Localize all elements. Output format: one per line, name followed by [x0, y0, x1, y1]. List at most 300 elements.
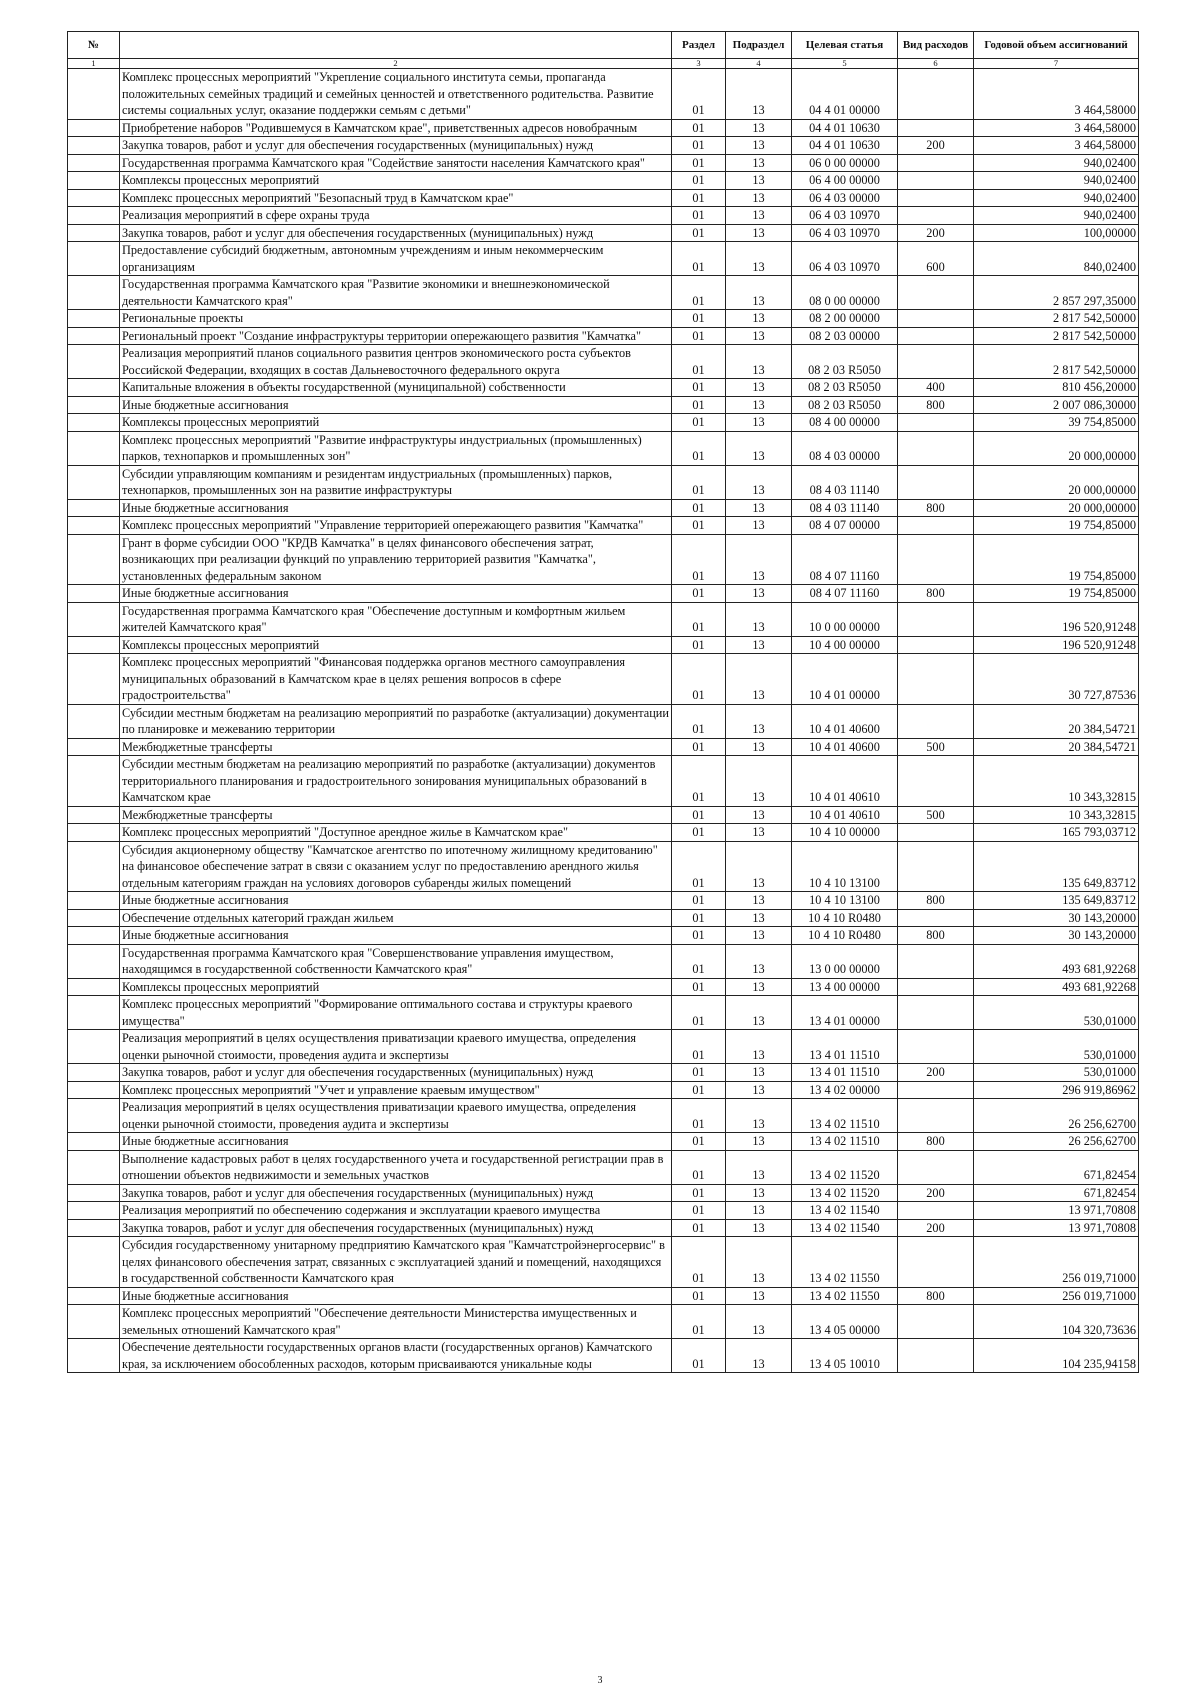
cell-amount: 671,82454	[974, 1150, 1139, 1184]
cell-name: Обеспечение деятельности государственных органов власти (государственных органов) Камчатского края, за исключением обособленных расходов, которым присваиваются уникальные коды	[120, 1339, 672, 1373]
cell-name: Иные бюджетные ассигнования	[120, 892, 672, 910]
cell-target-article: 10 0 00 00000	[792, 602, 898, 636]
cell-target-article: 13 4 01 11510	[792, 1064, 898, 1082]
cell-name: Субсидия акционерному обществу "Камчатское агентство по ипотечному жилищному кредитованию" на финансовое обеспечение затрат в связи с оказанием услуг по предоставлению арендного жилья отдельным категориям граждан на условиях договоров субаренды жилых помещений	[120, 841, 672, 892]
cell-podrazdel: 13	[726, 207, 792, 225]
cell-number	[68, 978, 120, 996]
table-row	[68, 414, 1139, 432]
cell-razdel: 01	[672, 327, 726, 345]
cell-expense-type	[898, 1202, 974, 1220]
cell-expense-type	[898, 1081, 974, 1099]
table-row	[68, 1219, 1139, 1237]
cell-amount: 135 649,83712	[974, 892, 1139, 910]
table-row	[68, 499, 1139, 517]
budget-table	[67, 31, 1139, 1373]
cell-podrazdel: 13	[726, 1202, 792, 1220]
table-row	[68, 276, 1139, 310]
cell-name: Государственная программа Камчатского края "Совершенствование управления имуществом, находящимся в государственной собственности Камчатского края"	[120, 944, 672, 978]
table-row	[68, 1339, 1139, 1373]
cell-podrazdel: 13	[726, 327, 792, 345]
cell-podrazdel: 13	[726, 636, 792, 654]
table-row	[68, 189, 1139, 207]
table-row	[68, 1305, 1139, 1339]
table-row	[68, 172, 1139, 190]
cell-name: Закупка товаров, работ и услуг для обеспечения государственных (муниципальных) нужд	[120, 1064, 672, 1082]
cell-name: Комплексы процессных мероприятий	[120, 636, 672, 654]
cell-razdel: 01	[672, 841, 726, 892]
column-number: 6	[898, 59, 974, 69]
cell-target-article: 06 4 00 00000	[792, 172, 898, 190]
cell-target-article: 04 4 01 00000	[792, 69, 898, 120]
cell-razdel: 01	[672, 602, 726, 636]
cell-podrazdel: 13	[726, 1305, 792, 1339]
cell-amount: 26 256,62700	[974, 1133, 1139, 1151]
cell-number	[68, 1287, 120, 1305]
cell-razdel: 01	[672, 1339, 726, 1373]
cell-razdel: 01	[672, 806, 726, 824]
cell-expense-type	[898, 1150, 974, 1184]
cell-number	[68, 1237, 120, 1288]
cell-expense-type	[898, 1237, 974, 1288]
cell-razdel: 01	[672, 69, 726, 120]
column-number: 7	[974, 59, 1139, 69]
cell-podrazdel: 13	[726, 242, 792, 276]
cell-expense-type: 800	[898, 396, 974, 414]
cell-expense-type	[898, 756, 974, 807]
cell-name: Комплекс процессных мероприятий "Формирование оптимального состава и структуры краевого имущества"	[120, 996, 672, 1030]
cell-amount: 30 143,20000	[974, 927, 1139, 945]
cell-number	[68, 1305, 120, 1339]
cell-name: Региональные проекты	[120, 310, 672, 328]
table-row	[68, 585, 1139, 603]
cell-razdel: 01	[672, 224, 726, 242]
cell-number	[68, 465, 120, 499]
cell-number	[68, 396, 120, 414]
cell-expense-type	[898, 172, 974, 190]
cell-amount: 2 007 086,30000	[974, 396, 1139, 414]
cell-target-article: 08 0 00 00000	[792, 276, 898, 310]
cell-razdel: 01	[672, 379, 726, 397]
cell-podrazdel: 13	[726, 345, 792, 379]
cell-number	[68, 154, 120, 172]
cell-name: Приобретение наборов "Родившемуся в Камчатском крае", приветственных адресов новобрачным	[120, 119, 672, 137]
cell-expense-type	[898, 841, 974, 892]
cell-razdel: 01	[672, 414, 726, 432]
cell-expense-type: 800	[898, 585, 974, 603]
cell-razdel: 01	[672, 1305, 726, 1339]
cell-target-article: 06 0 00 00000	[792, 154, 898, 172]
cell-amount: 2 817 542,50000	[974, 310, 1139, 328]
table-row	[68, 465, 1139, 499]
cell-number	[68, 1133, 120, 1151]
cell-razdel: 01	[672, 242, 726, 276]
cell-razdel: 01	[672, 1030, 726, 1064]
table-row	[68, 69, 1139, 120]
cell-expense-type	[898, 534, 974, 585]
cell-target-article: 13 4 02 11510	[792, 1133, 898, 1151]
cell-target-article: 10 4 10 00000	[792, 824, 898, 842]
header-row	[68, 32, 1139, 59]
cell-podrazdel: 13	[726, 909, 792, 927]
cell-name: Иные бюджетные ассигнования	[120, 1133, 672, 1151]
cell-amount: 530,01000	[974, 1064, 1139, 1082]
cell-razdel: 01	[672, 431, 726, 465]
cell-target-article: 08 4 03 11140	[792, 465, 898, 499]
cell-expense-type: 800	[898, 499, 974, 517]
cell-razdel: 01	[672, 738, 726, 756]
cell-number	[68, 69, 120, 120]
cell-target-article: 10 4 10 R0480	[792, 927, 898, 945]
cell-target-article: 06 4 03 10970	[792, 207, 898, 225]
cell-podrazdel: 13	[726, 927, 792, 945]
cell-expense-type	[898, 654, 974, 705]
table-row	[68, 345, 1139, 379]
cell-podrazdel: 13	[726, 1184, 792, 1202]
cell-name: Межбюджетные трансферты	[120, 738, 672, 756]
cell-podrazdel: 13	[726, 1133, 792, 1151]
cell-expense-type	[898, 1305, 974, 1339]
cell-amount: 10 343,32815	[974, 806, 1139, 824]
cell-number	[68, 824, 120, 842]
cell-name: Иные бюджетные ассигнования	[120, 396, 672, 414]
cell-expense-type	[898, 909, 974, 927]
cell-expense-type	[898, 414, 974, 432]
cell-target-article: 13 4 02 11520	[792, 1150, 898, 1184]
cell-target-article: 08 2 03 R5050	[792, 379, 898, 397]
cell-target-article: 13 4 02 11520	[792, 1184, 898, 1202]
cell-podrazdel: 13	[726, 738, 792, 756]
cell-name: Капитальные вложения в объекты государственной (муниципальной) собственности	[120, 379, 672, 397]
cell-expense-type: 200	[898, 1064, 974, 1082]
cell-expense-type	[898, 431, 974, 465]
cell-amount: 19 754,85000	[974, 517, 1139, 535]
cell-name: Комплекс процессных мероприятий "Безопасный труд в Камчатском крае"	[120, 189, 672, 207]
cell-number	[68, 1030, 120, 1064]
cell-razdel: 01	[672, 345, 726, 379]
table-row	[68, 1287, 1139, 1305]
cell-razdel: 01	[672, 1237, 726, 1288]
table-row	[68, 379, 1139, 397]
cell-expense-type	[898, 119, 974, 137]
table-row	[68, 154, 1139, 172]
cell-target-article: 06 4 03 10970	[792, 242, 898, 276]
table-row	[68, 431, 1139, 465]
cell-podrazdel: 13	[726, 172, 792, 190]
cell-target-article: 10 4 01 40600	[792, 738, 898, 756]
cell-podrazdel: 13	[726, 1339, 792, 1373]
cell-amount: 20 000,00000	[974, 431, 1139, 465]
cell-podrazdel: 13	[726, 704, 792, 738]
cell-razdel: 01	[672, 119, 726, 137]
cell-expense-type	[898, 69, 974, 120]
cell-razdel: 01	[672, 1133, 726, 1151]
cell-amount: 165 793,03712	[974, 824, 1139, 842]
cell-podrazdel: 13	[726, 119, 792, 137]
cell-number	[68, 585, 120, 603]
cell-name: Иные бюджетные ассигнования	[120, 1287, 672, 1305]
cell-expense-type: 600	[898, 242, 974, 276]
cell-podrazdel: 13	[726, 396, 792, 414]
cell-number	[68, 996, 120, 1030]
column-number: 4	[726, 59, 792, 69]
cell-razdel: 01	[672, 978, 726, 996]
cell-expense-type: 400	[898, 379, 974, 397]
cell-amount: 2 817 542,50000	[974, 345, 1139, 379]
cell-number	[68, 431, 120, 465]
cell-podrazdel: 13	[726, 379, 792, 397]
table-row	[68, 137, 1139, 155]
cell-name: Реализация мероприятий в целях осуществления приватизации краевого имущества, определения оценки рыночной стоимости, проведения аудита и экспертизы	[120, 1099, 672, 1133]
cell-amount: 39 754,85000	[974, 414, 1139, 432]
cell-number	[68, 909, 120, 927]
cell-target-article: 10 4 01 40610	[792, 756, 898, 807]
cell-number	[68, 310, 120, 328]
cell-podrazdel: 13	[726, 189, 792, 207]
cell-expense-type	[898, 944, 974, 978]
cell-expense-type: 200	[898, 1184, 974, 1202]
table-row	[68, 944, 1139, 978]
cell-name: Субсидии местным бюджетам на реализацию мероприятий по разработке (актуализации) документации по планировке и межеванию территории	[120, 704, 672, 738]
cell-expense-type	[898, 602, 974, 636]
cell-name: Субсидии управляющим компаниям и резидентам индустриальных (промышленных) парков, технопарков, промышленных зон на развитие инфраструктуры	[120, 465, 672, 499]
cell-podrazdel: 13	[726, 756, 792, 807]
cell-podrazdel: 13	[726, 1064, 792, 1082]
cell-target-article: 13 4 02 00000	[792, 1081, 898, 1099]
cell-number	[68, 534, 120, 585]
cell-number	[68, 756, 120, 807]
page-number: 3	[597, 1675, 603, 1686]
cell-name: Комплексы процессных мероприятий	[120, 978, 672, 996]
cell-expense-type: 200	[898, 224, 974, 242]
cell-number	[68, 242, 120, 276]
cell-razdel: 01	[672, 1150, 726, 1184]
cell-expense-type	[898, 996, 974, 1030]
cell-razdel: 01	[672, 172, 726, 190]
table-row	[68, 396, 1139, 414]
cell-razdel: 01	[672, 756, 726, 807]
cell-podrazdel: 13	[726, 978, 792, 996]
table-row	[68, 756, 1139, 807]
cell-razdel: 01	[672, 944, 726, 978]
cell-name: Закупка товаров, работ и услуг для обеспечения государственных (муниципальных) нужд	[120, 1219, 672, 1237]
cell-target-article: 08 4 03 00000	[792, 431, 898, 465]
table-row	[68, 242, 1139, 276]
cell-amount: 940,02400	[974, 154, 1139, 172]
cell-razdel: 01	[672, 1081, 726, 1099]
cell-amount: 104 320,73636	[974, 1305, 1139, 1339]
cell-number	[68, 172, 120, 190]
cell-number	[68, 1081, 120, 1099]
cell-target-article: 13 4 02 11540	[792, 1202, 898, 1220]
cell-name: Комплекс процессных мероприятий "Развитие инфраструктуры индустриальных (промышленных) парков, технопарков и промышленных зон"	[120, 431, 672, 465]
cell-razdel: 01	[672, 585, 726, 603]
cell-number	[68, 1064, 120, 1082]
column-number: 2	[120, 59, 672, 69]
table-row	[68, 534, 1139, 585]
cell-expense-type	[898, 327, 974, 345]
col-header-podrazdel: Подраздел	[726, 32, 792, 59]
cell-number	[68, 207, 120, 225]
cell-name: Комплекс процессных мероприятий "Управление территорией опережающего развития "Камчатка"	[120, 517, 672, 535]
cell-number	[68, 327, 120, 345]
cell-number	[68, 276, 120, 310]
cell-amount: 3 464,58000	[974, 119, 1139, 137]
table-row	[68, 704, 1139, 738]
col-header-expense-type: Вид расходов	[898, 32, 974, 59]
table-row	[68, 654, 1139, 705]
cell-target-article: 10 4 01 00000	[792, 654, 898, 705]
cell-target-article: 13 4 02 11550	[792, 1237, 898, 1288]
cell-target-article: 04 4 01 10630	[792, 137, 898, 155]
col-header-number: №	[68, 32, 120, 59]
cell-target-article: 08 2 03 00000	[792, 327, 898, 345]
table-row	[68, 1081, 1139, 1099]
cell-podrazdel: 13	[726, 654, 792, 705]
cell-number	[68, 1219, 120, 1237]
cell-razdel: 01	[672, 1184, 726, 1202]
cell-expense-type	[898, 824, 974, 842]
cell-amount: 13 971,70808	[974, 1202, 1139, 1220]
cell-razdel: 01	[672, 396, 726, 414]
cell-expense-type: 800	[898, 892, 974, 910]
table-row	[68, 224, 1139, 242]
cell-expense-type: 800	[898, 1287, 974, 1305]
cell-number	[68, 944, 120, 978]
cell-podrazdel: 13	[726, 414, 792, 432]
cell-podrazdel: 13	[726, 137, 792, 155]
cell-razdel: 01	[672, 189, 726, 207]
table-row	[68, 517, 1139, 535]
cell-target-article: 13 4 02 11550	[792, 1287, 898, 1305]
cell-amount: 810 456,20000	[974, 379, 1139, 397]
cell-razdel: 01	[672, 276, 726, 310]
cell-number	[68, 1202, 120, 1220]
cell-target-article: 13 4 05 10010	[792, 1339, 898, 1373]
cell-podrazdel: 13	[726, 602, 792, 636]
table-row	[68, 996, 1139, 1030]
table-row	[68, 327, 1139, 345]
table-body	[68, 69, 1139, 1373]
table-row	[68, 1099, 1139, 1133]
cell-name: Закупка товаров, работ и услуг для обеспечения государственных (муниципальных) нужд	[120, 224, 672, 242]
cell-target-article: 04 4 01 10630	[792, 119, 898, 137]
cell-number	[68, 499, 120, 517]
cell-expense-type	[898, 1030, 974, 1064]
table-row	[68, 119, 1139, 137]
table-row	[68, 207, 1139, 225]
cell-number	[68, 224, 120, 242]
cell-target-article: 13 4 00 00000	[792, 978, 898, 996]
cell-target-article: 13 4 05 00000	[792, 1305, 898, 1339]
cell-amount: 530,01000	[974, 1030, 1139, 1064]
cell-amount: 20 000,00000	[974, 499, 1139, 517]
cell-amount: 940,02400	[974, 189, 1139, 207]
cell-amount: 30 143,20000	[974, 909, 1139, 927]
cell-podrazdel: 13	[726, 276, 792, 310]
cell-name: Обеспечение отдельных категорий граждан жильем	[120, 909, 672, 927]
cell-name: Иные бюджетные ассигнования	[120, 927, 672, 945]
cell-expense-type	[898, 1339, 974, 1373]
col-header-razdel: Раздел	[672, 32, 726, 59]
table-row	[68, 1030, 1139, 1064]
cell-target-article: 08 4 07 11160	[792, 534, 898, 585]
col-header-name	[120, 32, 672, 59]
cell-podrazdel: 13	[726, 892, 792, 910]
cell-razdel: 01	[672, 892, 726, 910]
cell-amount: 13 971,70808	[974, 1219, 1139, 1237]
cell-razdel: 01	[672, 1202, 726, 1220]
cell-name: Реализация мероприятий планов социального развития центров экономического роста субъектов Российской Федерации, входящих в состав Дальневосточного федерального округа	[120, 345, 672, 379]
cell-amount: 104 235,94158	[974, 1339, 1139, 1373]
cell-name: Комплекс процессных мероприятий "Доступное арендное жилье в Камчатском крае"	[120, 824, 672, 842]
cell-name: Государственная программа Камчатского края "Содействие занятости населения Камчатского края"	[120, 154, 672, 172]
cell-amount: 30 727,87536	[974, 654, 1139, 705]
cell-amount: 2 857 297,35000	[974, 276, 1139, 310]
cell-target-article: 08 2 03 R5050	[792, 396, 898, 414]
cell-target-article: 08 2 03 R5050	[792, 345, 898, 379]
cell-expense-type: 500	[898, 806, 974, 824]
cell-podrazdel: 13	[726, 69, 792, 120]
cell-target-article: 08 4 07 00000	[792, 517, 898, 535]
cell-number	[68, 1339, 120, 1373]
cell-razdel: 01	[672, 927, 726, 945]
cell-target-article: 13 4 02 11510	[792, 1099, 898, 1133]
table-row	[68, 909, 1139, 927]
cell-target-article: 08 4 03 11140	[792, 499, 898, 517]
table-row	[68, 310, 1139, 328]
cell-razdel: 01	[672, 1219, 726, 1237]
cell-number	[68, 892, 120, 910]
cell-name: Реализация мероприятий в сфере охраны труда	[120, 207, 672, 225]
cell-amount: 493 681,92268	[974, 978, 1139, 996]
cell-amount: 10 343,32815	[974, 756, 1139, 807]
col-header-annual-amount: Годовой объем ассигнований	[974, 32, 1139, 59]
cell-podrazdel: 13	[726, 1237, 792, 1288]
cell-number	[68, 189, 120, 207]
cell-podrazdel: 13	[726, 224, 792, 242]
cell-expense-type	[898, 154, 974, 172]
cell-podrazdel: 13	[726, 824, 792, 842]
cell-razdel: 01	[672, 534, 726, 585]
cell-name: Выполнение кадастровых работ в целях государственного учета и государственной регистрации прав в отношении объектов недвижимости и земельных участков	[120, 1150, 672, 1184]
cell-name: Предоставление субсидий бюджетным, автономным учреждениям и иным некоммерческим организациям	[120, 242, 672, 276]
column-number: 1	[68, 59, 120, 69]
cell-amount: 530,01000	[974, 996, 1139, 1030]
cell-name: Региональный проект "Создание инфраструктуры территории опережающего развития "Камчатка"	[120, 327, 672, 345]
cell-razdel: 01	[672, 1287, 726, 1305]
cell-number	[68, 806, 120, 824]
cell-podrazdel: 13	[726, 310, 792, 328]
cell-name: Комплекс процессных мероприятий "Финансовая поддержка органов местного самоуправления муниципальных образований в Камчатском крае в целях решения вопросов в сфере градостроительства"	[120, 654, 672, 705]
cell-razdel: 01	[672, 704, 726, 738]
cell-razdel: 01	[672, 824, 726, 842]
cell-name: Комплексы процессных мероприятий	[120, 414, 672, 432]
cell-amount: 940,02400	[974, 172, 1139, 190]
column-number-row	[68, 59, 1139, 69]
cell-razdel: 01	[672, 310, 726, 328]
cell-number	[68, 345, 120, 379]
cell-expense-type	[898, 978, 974, 996]
cell-amount: 256 019,71000	[974, 1237, 1139, 1288]
cell-podrazdel: 13	[726, 431, 792, 465]
cell-razdel: 01	[672, 465, 726, 499]
cell-razdel: 01	[672, 996, 726, 1030]
table-row	[68, 1150, 1139, 1184]
cell-amount: 296 919,86962	[974, 1081, 1139, 1099]
cell-number	[68, 1184, 120, 1202]
cell-number	[68, 517, 120, 535]
cell-podrazdel: 13	[726, 154, 792, 172]
